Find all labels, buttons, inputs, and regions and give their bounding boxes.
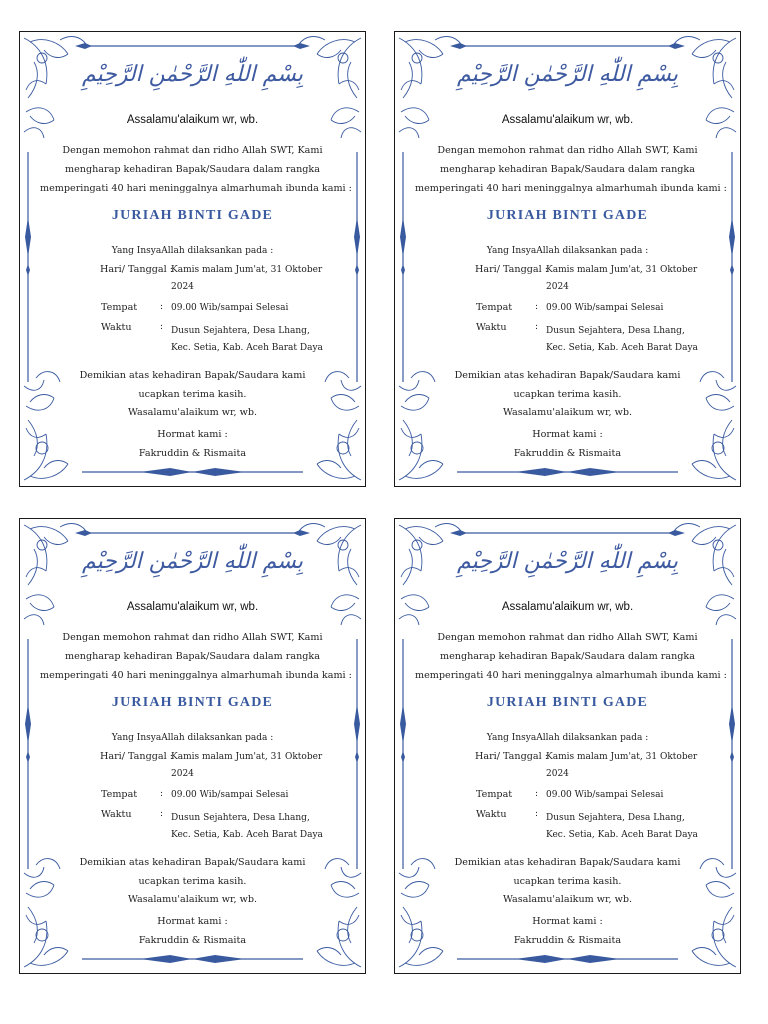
place-value: 09.00 Wib/sampai Selesai — [171, 790, 289, 800]
place-label: Tempat — [476, 302, 513, 313]
date-value: Kamis malam Jum'at, 31 Oktober 2024 — [171, 752, 323, 779]
deceased-name: JURIAH BINTI GADE — [111, 208, 274, 223]
invitation-card-bottom-left: بِسْمِ اللّٰهِ الرَّحْمٰنِ الرَّحِيْمِ Assalamu'alaikum wr, wb. Dengan memohon rahmat dan ridho Allah SWT, Kami mengharap kehadiran Bapak/Saudara dalam rangka memperingati 40 hari meninggalnya almarhumah ibunda kami : JURIAH BINTI GADE Yang InsyaAllah dilaksankan pada : Hari/ Tanggal : Kamis malam Jum'at, 31 Oktober 2024 Tempat : 09.00 Wib/sampai Selesai Waktu : Dusun Sejahtera, Desa Lhang, Kec. Setia, Kab. Aceh Barat Daya Demikian atas kehadiran Bapak/Saudara kami ucapkan terima kasih. Wasalamu'alaikum wr, wb. Hormat kami : Fakruddin & Rismaita — [19, 518, 366, 974]
date-label: Hari/ Tanggal : — [475, 264, 548, 275]
signatories: Fakruddin & Rismaita — [513, 448, 622, 459]
date-value: Kamis malam Jum'at, 31 Oktober 2024 — [546, 752, 698, 779]
held-intro: Yang InsyaAllah dilaksankan pada : — [111, 246, 274, 256]
closing-text: Demikian atas kehadiran Bapak/Saudara kami ucapkan terima kasih. Wasalamu'alaikum wr, wb. — [454, 370, 681, 418]
invitation-card-top-right: بِسْمِ اللّٰهِ الرَّحْمٰنِ الرَّحِيْمِ Assalamu'alaikum wr, wb. Dengan memohon rahmat dan ridho Allah SWT, Kami mengharap kehadiran Bapak/Saudara dalam rangka memperingati 40 hari meninggalnya almarhumah ibunda kami : JURIAH BINTI GADE Yang InsyaAllah dilaksankan pada : Hari/ Tanggal : Kamis malam Jum'at, 31 Oktober 2024 Tempat : 09.00 Wib/sampai Selesai Waktu : Dusun Sejahtera, Desa Lhang, Kec. Setia, Kab. Aceh Barat Daya Demikian atas kehadiran Bapak/Saudara kami ucapkan terima kasih. Wasalamu'alaikum wr, wb. Hormat kami : Fakruddin & Rismaita — [394, 31, 741, 487]
intro-text: Dengan memohon rahmat dan ridho Allah SWT, Kami mengharap kehadiran Bapak/Saudara dalam rangka memperingati 40 hari meninggalnya almarhumah ibunda kami : — [415, 632, 727, 681]
basmalah-calligraphy: بِسْمِ اللّٰهِ الرَّحْمٰنِ الرَّحِيْمِ — [456, 62, 679, 87]
time-value: Dusun Sejahtera, Desa Lhang, Kec. Setia, Kab. Aceh Barat Daya — [546, 813, 698, 840]
invitation-card-top-left: بِسْمِ اللّٰهِ الرَّحْمٰنِ الرَّحِيْمِ Assalamu'alaikum wr, wb. Dengan memohon rahmat dan ridho Allah SWT, Kami mengharap kehadiran Bapak/Saudara dalam rangka memperingati 40 hari meninggalnya almarhumah ibunda kami : JURIAH BINTI GADE Yang InsyaAllah dilaksankan pada : Hari/ Tanggal : Kamis malam Jum'at, 31 Oktober 2024 Tempat : 09.00 Wib/sampai Selesai Waktu : Dusun Sejahtera, Desa Lhang, Kec. Setia, Kab. Aceh Barat Daya Demikian atas kehadiran Bapak/Saudara kami ucapkan terima kasih. Wasalamu'alaikum wr, wb. Hormat kami : Fakruddin & Rismaita — [19, 31, 366, 487]
time-label: Waktu — [101, 322, 132, 333]
date-label: Hari/ Tanggal : — [100, 751, 173, 762]
greeting: Assalamu'alaikum wr, wb. — [501, 114, 634, 126]
greeting: Assalamu'alaikum wr, wb. — [501, 601, 634, 613]
signatories: Fakruddin & Rismaita — [513, 935, 622, 946]
date-value: Kamis malam Jum'at, 31 Oktober 2024 — [171, 265, 323, 292]
time-label: Waktu — [476, 322, 507, 333]
closing-text: Demikian atas kehadiran Bapak/Saudara kami ucapkan terima kasih. Wasalamu'alaikum wr, wb. — [454, 857, 681, 905]
place-value: 09.00 Wib/sampai Selesai — [546, 303, 664, 313]
intro-text: Dengan memohon rahmat dan ridho Allah SWT, Kami mengharap kehadiran Bapak/Saudara dalam rangka memperingati 40 hari meninggalnya almarhumah ibunda kami : — [40, 632, 352, 681]
greeting: Assalamu'alaikum wr, wb. — [126, 114, 259, 126]
signatories: Fakruddin & Rismaita — [138, 448, 247, 459]
held-intro: Yang InsyaAllah dilaksankan pada : — [111, 733, 274, 743]
intro-text: Dengan memohon rahmat dan ridho Allah SWT, Kami mengharap kehadiran Bapak/Saudara dalam rangka memperingati 40 hari meninggalnya almarhumah ibunda kami : — [40, 145, 352, 194]
place-label: Tempat — [101, 789, 138, 800]
held-intro: Yang InsyaAllah dilaksankan pada : — [486, 246, 649, 256]
deceased-name: JURIAH BINTI GADE — [486, 208, 649, 223]
closing-text: Demikian atas kehadiran Bapak/Saudara kami ucapkan terima kasih. Wasalamu'alaikum wr, wb. — [79, 857, 306, 905]
deceased-name: JURIAH BINTI GADE — [111, 695, 274, 710]
time-label: Waktu — [101, 809, 132, 820]
date-value: Kamis malam Jum'at, 31 Oktober 2024 — [546, 265, 698, 292]
date-label: Hari/ Tanggal : — [475, 751, 548, 762]
regards: Hormat kami : — [532, 429, 603, 440]
time-value: Dusun Sejahtera, Desa Lhang, Kec. Setia, Kab. Aceh Barat Daya — [546, 326, 698, 353]
place-value: 09.00 Wib/sampai Selesai — [171, 303, 289, 313]
deceased-name: JURIAH BINTI GADE — [486, 695, 649, 710]
basmalah-calligraphy: بِسْمِ اللّٰهِ الرَّحْمٰنِ الرَّحِيْمِ — [81, 62, 304, 87]
time-value: Dusun Sejahtera, Desa Lhang, Kec. Setia, Kab. Aceh Barat Daya — [171, 326, 323, 353]
held-intro: Yang InsyaAllah dilaksankan pada : — [486, 733, 649, 743]
basmalah-calligraphy: بِسْمِ اللّٰهِ الرَّحْمٰنِ الرَّحِيْمِ — [81, 549, 304, 574]
greeting: Assalamu'alaikum wr, wb. — [126, 601, 259, 613]
time-value: Dusun Sejahtera, Desa Lhang, Kec. Setia, Kab. Aceh Barat Daya — [171, 813, 323, 840]
basmalah-calligraphy: بِسْمِ اللّٰهِ الرَّحْمٰنِ الرَّحِيْمِ — [456, 549, 679, 574]
closing-text: Demikian atas kehadiran Bapak/Saudara kami ucapkan terima kasih. Wasalamu'alaikum wr, wb. — [79, 370, 306, 418]
time-label: Waktu — [476, 809, 507, 820]
regards: Hormat kami : — [532, 916, 603, 927]
signatories: Fakruddin & Rismaita — [138, 935, 247, 946]
regards: Hormat kami : — [157, 916, 228, 927]
date-label: Hari/ Tanggal : — [100, 264, 173, 275]
place-label: Tempat — [101, 302, 138, 313]
intro-text: Dengan memohon rahmat dan ridho Allah SWT, Kami mengharap kehadiran Bapak/Saudara dalam rangka memperingati 40 hari meninggalnya almarhumah ibunda kami : — [415, 145, 727, 194]
invitation-card-bottom-right: بِسْمِ اللّٰهِ الرَّحْمٰنِ الرَّحِيْمِ Assalamu'alaikum wr, wb. Dengan memohon rahmat dan ridho Allah SWT, Kami mengharap kehadiran Bapak/Saudara dalam rangka memperingati 40 hari meninggalnya almarhumah ibunda kami : JURIAH BINTI GADE Yang InsyaAllah dilaksankan pada : Hari/ Tanggal : Kamis malam Jum'at, 31 Oktober 2024 Tempat : 09.00 Wib/sampai Selesai Waktu : Dusun Sejahtera, Desa Lhang, Kec. Setia, Kab. Aceh Barat Daya Demikian atas kehadiran Bapak/Saudara kami ucapkan terima kasih. Wasalamu'alaikum wr, wb. Hormat kami : Fakruddin & Rismaita — [394, 518, 741, 974]
place-value: 09.00 Wib/sampai Selesai — [546, 790, 664, 800]
place-label: Tempat — [476, 789, 513, 800]
regards: Hormat kami : — [157, 429, 228, 440]
